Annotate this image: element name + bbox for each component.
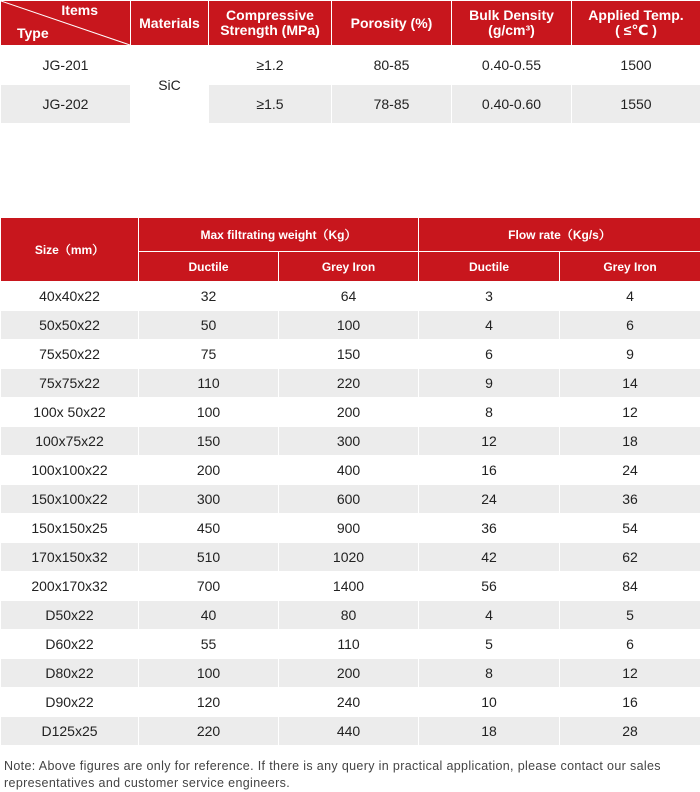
spec-header-row (1, 1, 700, 46)
flow-grey-iron-cell: 16 (560, 688, 700, 717)
bulk-line2: (g/cm³) (452, 23, 571, 38)
weight-grey-iron-cell: 300 (279, 427, 419, 456)
table-row (1, 311, 700, 340)
flow-grey-iron-cell: 84 (560, 572, 700, 601)
type-cell: JG-201 (1, 46, 131, 85)
flow-ductile-cell: 10 (419, 688, 560, 717)
flow-ductile-cell: 9 (419, 369, 560, 398)
size-cell: D80x22 (1, 659, 139, 688)
compressive-line2: Strength (MPa) (209, 23, 331, 38)
type-cell: JG-202 (1, 85, 131, 124)
flow-grey-iron-cell: 12 (560, 659, 700, 688)
weight-ductile-cell: 100 (139, 398, 279, 427)
porosity-header: Porosity (%) (332, 1, 452, 46)
table-row (1, 717, 700, 746)
weight-ductile-cell: 300 (139, 485, 279, 514)
weight-grey-iron-cell: 1400 (279, 572, 419, 601)
flow-ductile-cell: 4 (419, 311, 560, 340)
bulk-line1: Bulk Density (452, 8, 571, 23)
flow-grey-iron-cell: 14 (560, 369, 700, 398)
weight-grey-iron-cell: 64 (279, 282, 419, 311)
weight-grey-iron-cell: 400 (279, 456, 419, 485)
table-row (1, 630, 700, 659)
temp-line2: ( ≤℃ ) (572, 23, 700, 38)
weight-ductile-cell: 150 (139, 427, 279, 456)
weight-ductile-header: Ductile (139, 252, 279, 282)
weight-grey-iron-cell: 200 (279, 659, 419, 688)
flow-grey-iron-cell: 12 (560, 398, 700, 427)
weight-ductile-cell: 110 (139, 369, 279, 398)
flow-grey-iron-cell: 54 (560, 514, 700, 543)
flow-ductile-cell: 24 (419, 485, 560, 514)
flow-ductile-cell: 8 (419, 659, 560, 688)
flow-ductile-cell: 18 (419, 717, 560, 746)
table-row (1, 659, 700, 688)
table-row (1, 282, 700, 311)
weight-ductile-cell: 700 (139, 572, 279, 601)
reference-note: Note: Above figures are only for reference. If there is any query in practical application, please contact our sales representatives and customer service engineers. (4, 758, 696, 792)
applied-temp-header (572, 1, 700, 46)
flow-ductile-cell: 8 (419, 398, 560, 427)
size-header-row-1 (1, 218, 700, 252)
weight-grey-iron-cell: 110 (279, 630, 419, 659)
size-cell: 75x75x22 (1, 369, 139, 398)
weight-grey-iron-cell: 440 (279, 717, 419, 746)
size-header: Size（mm） (1, 218, 139, 282)
strength-cell: ≥1.2 (209, 46, 332, 85)
flow-ductile-cell: 36 (419, 514, 560, 543)
size-table (0, 217, 700, 746)
table-row (1, 398, 700, 427)
temp-cell: 1500 (572, 46, 700, 85)
temp-line1: Applied Temp. (572, 8, 700, 23)
weight-grey-iron-cell: 240 (279, 688, 419, 717)
table-row (1, 369, 700, 398)
porosity-cell: 78-85 (332, 85, 452, 124)
size-cell: 100x100x22 (1, 456, 139, 485)
weight-ductile-cell: 55 (139, 630, 279, 659)
flow-grey-iron-cell: 5 (560, 601, 700, 630)
flow-ductile-cell: 6 (419, 340, 560, 369)
bulk-density-header (452, 1, 572, 46)
size-cell: 100x75x22 (1, 427, 139, 456)
flow-ductile-cell: 16 (419, 456, 560, 485)
materials-header: Materials (131, 1, 209, 46)
flow-ductile-cell: 42 (419, 543, 560, 572)
size-cell: 150x100x22 (1, 485, 139, 514)
table-row (1, 572, 700, 601)
size-cell: D125x25 (1, 717, 139, 746)
weight-grey-iron-cell: 80 (279, 601, 419, 630)
weight-ductile-cell: 32 (139, 282, 279, 311)
flow-grey-iron-cell: 6 (560, 311, 700, 340)
table-row (1, 427, 700, 456)
size-cell: 40x40x22 (1, 282, 139, 311)
temp-cell: 1550 (572, 85, 700, 124)
max-weight-header: Max filtrating weight（Kg） (139, 218, 419, 252)
table-row (1, 485, 700, 514)
weight-ductile-cell: 450 (139, 514, 279, 543)
density-cell: 0.40-0.55 (452, 46, 572, 85)
material-cell: SiC (131, 46, 209, 124)
weight-grey-iron-cell: 150 (279, 340, 419, 369)
size-cell: 50x50x22 (1, 311, 139, 340)
weight-ductile-cell: 120 (139, 688, 279, 717)
weight-grey-iron-cell: 1020 (279, 543, 419, 572)
size-cell: 150x150x25 (1, 514, 139, 543)
weight-ductile-cell: 75 (139, 340, 279, 369)
weight-grey-iron-cell: 200 (279, 398, 419, 427)
table-row (1, 340, 700, 369)
flow-grey-iron-cell: 36 (560, 485, 700, 514)
flow-ductile-cell: 5 (419, 630, 560, 659)
size-cell: D60x22 (1, 630, 139, 659)
flow-grey-iron-cell: 9 (560, 340, 700, 369)
weight-grey-iron-cell: 220 (279, 369, 419, 398)
type-label: Type (17, 26, 49, 41)
flow-grey-iron-header: Grey Iron (560, 252, 700, 282)
weight-ductile-cell: 50 (139, 311, 279, 340)
size-cell: 100x 50x22 (1, 398, 139, 427)
flow-ductile-cell: 56 (419, 572, 560, 601)
flow-grey-iron-cell: 4 (560, 282, 700, 311)
items-type-header (1, 1, 131, 46)
weight-grey-iron-header: Grey Iron (279, 252, 419, 282)
density-cell: 0.40-0.60 (452, 85, 572, 124)
weight-grey-iron-cell: 900 (279, 514, 419, 543)
strength-cell: ≥1.5 (209, 85, 332, 124)
table-row (1, 85, 700, 124)
compressive-strength-header (209, 1, 332, 46)
size-cell: 170x150x32 (1, 543, 139, 572)
flow-grey-iron-cell: 28 (560, 717, 700, 746)
spec-table (0, 0, 700, 124)
table-row (1, 456, 700, 485)
size-cell: 200x170x32 (1, 572, 139, 601)
flow-ductile-cell: 12 (419, 427, 560, 456)
flow-grey-iron-cell: 6 (560, 630, 700, 659)
table-row (1, 514, 700, 543)
weight-ductile-cell: 200 (139, 456, 279, 485)
flow-grey-iron-cell: 18 (560, 427, 700, 456)
table-row (1, 688, 700, 717)
flow-rate-header: Flow rate（Kg/s） (419, 218, 700, 252)
weight-ductile-cell: 40 (139, 601, 279, 630)
flow-ductile-cell: 4 (419, 601, 560, 630)
weight-grey-iron-cell: 600 (279, 485, 419, 514)
size-cell: D50x22 (1, 601, 139, 630)
size-cell: D90x22 (1, 688, 139, 717)
size-cell: 75x50x22 (1, 340, 139, 369)
table-row (1, 543, 700, 572)
size-table-body (1, 282, 700, 746)
weight-ductile-cell: 220 (139, 717, 279, 746)
table-row (1, 46, 700, 85)
weight-grey-iron-cell: 100 (279, 311, 419, 340)
items-label: Items (61, 3, 98, 18)
flow-ductile-header: Ductile (419, 252, 560, 282)
weight-ductile-cell: 510 (139, 543, 279, 572)
flow-grey-iron-cell: 24 (560, 456, 700, 485)
flow-ductile-cell: 3 (419, 282, 560, 311)
compressive-line1: Compressive (209, 8, 331, 23)
flow-grey-iron-cell: 62 (560, 543, 700, 572)
table-row (1, 601, 700, 630)
porosity-cell: 80-85 (332, 46, 452, 85)
weight-ductile-cell: 100 (139, 659, 279, 688)
